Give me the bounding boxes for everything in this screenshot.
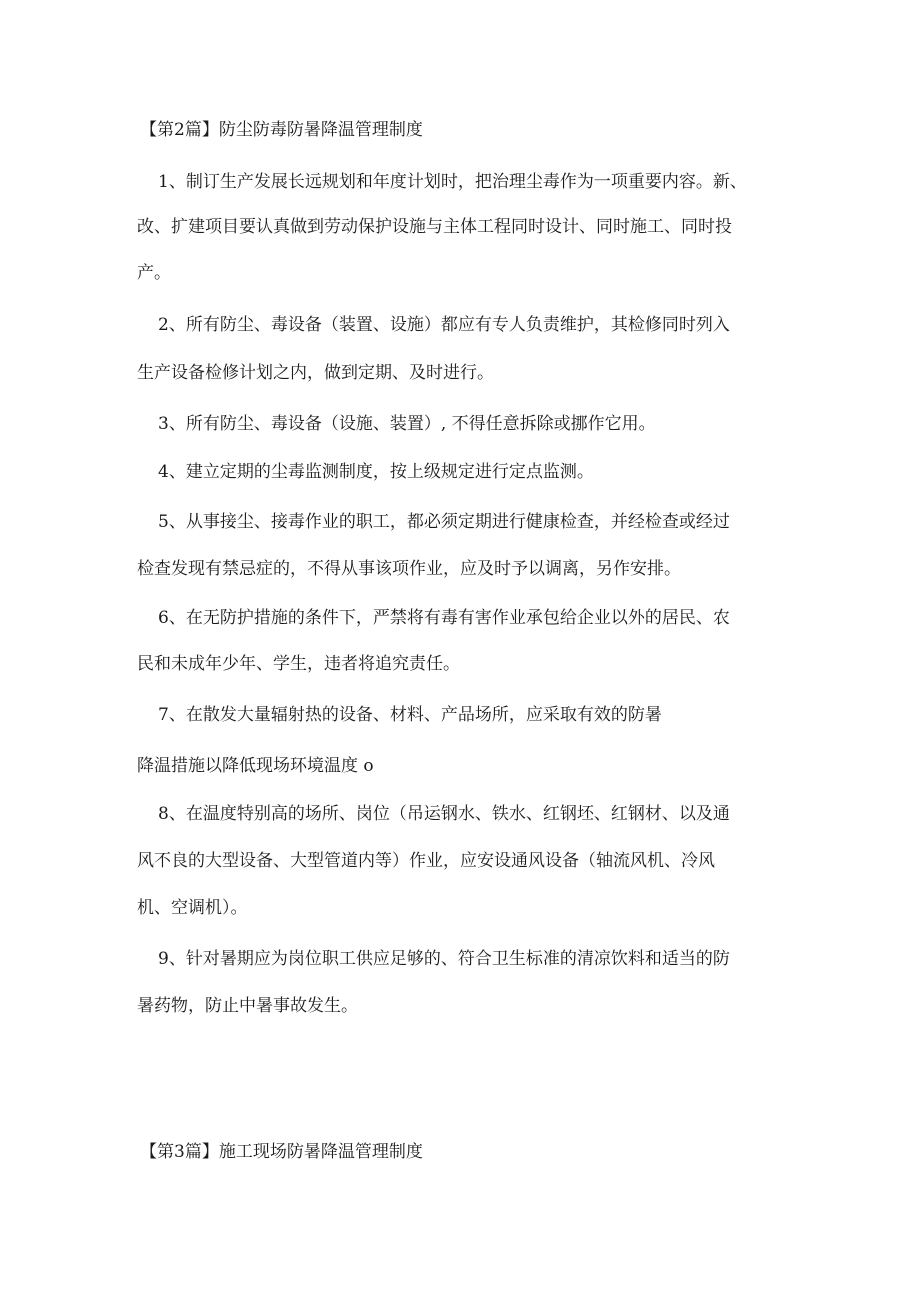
paragraph-9-line-1: 9、针对暑期应为岗位职工供应足够的、符合卫生标准的清凉饮料和适当的防 (158, 949, 730, 969)
paragraph-2-line-2: 生产设备检修计划之内，做到定期、及时进行。 (137, 363, 494, 383)
paragraph-8-line-2: 风不良的大型设备、大型管道内等）作业，应安设通风设备（轴流风机、冷风 (137, 851, 715, 871)
section-title-3: 【第3篇】施工现场防暑降温管理制度 (140, 1142, 423, 1162)
section-title-2: 【第2篇】防尘防毒防暑降温管理制度 (140, 120, 423, 140)
paragraph-1-line-1: 1、制订生产发展长远规划和年度计划时，把治理尘毒作为一项重要内容。新、 (158, 172, 747, 192)
paragraph-6-line-2: 民和未成年少年、学生，违者将追究责任。 (137, 654, 460, 674)
paragraph-5-line-1: 5、从事接尘、接毒作业的职工，都必须定期进行健康检查，并经检查或经过 (158, 512, 730, 532)
paragraph-5-line-2: 检查发现有禁忌症的，不得从事该项作业，应及时予以调离，另作安排。 (137, 559, 681, 579)
paragraph-8-line-1: 8、在温度特别高的场所、岗位（吊运钢水、铁水、红钢坯、红钢材、以及通 (158, 804, 730, 824)
paragraph-4: 4、建立定期的尘毒监测制度，按上级规定进行定点监测。 (158, 462, 594, 482)
paragraph-1-line-2: 改、扩建项目要认真做到劳动保护设施与主体工程同时设计、同时施工、同时投 (137, 217, 732, 237)
paragraph-6-line-1: 6、在无防护措施的条件下，严禁将有毒有害作业承包给企业以外的居民、农 (158, 608, 730, 628)
paragraph-1-line-3: 产。 (137, 263, 171, 283)
paragraph-7-line-1: 7、在散发大量辐射热的设备、材料、产品场所，应采取有效的防暑 (158, 705, 662, 725)
paragraph-9-line-2: 暑药物，防止中暑事故发生。 (137, 996, 358, 1016)
paragraph-3: 3、所有防尘、毒设备（设施、装置）, 不得任意拆除或挪作它用。 (158, 414, 656, 434)
paragraph-2-line-1: 2、所有防尘、毒设备（装置、设施）都应有专人负责维护，其检修同时列入 (158, 315, 730, 335)
paragraph-8-line-3: 机、空调机）。 (137, 898, 248, 918)
paragraph-7-line-2: 降温措施以降低现场环境温度 o (137, 756, 374, 776)
